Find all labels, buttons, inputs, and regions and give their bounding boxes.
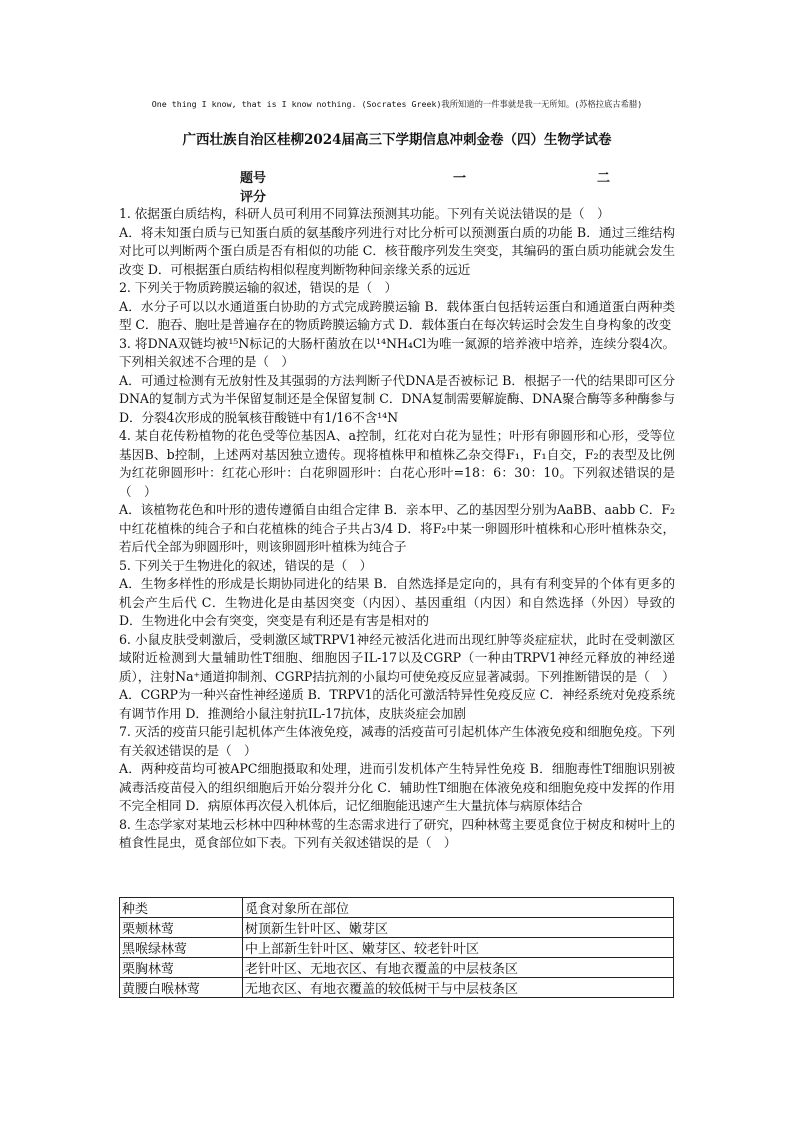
question-2-options: A．水分子可以以水通道蛋白协助的方式完成跨膜运输 B．载体蛋白包括转运蛋白和通道蛋白两种类型 C．胞吞、胞吐是普遍存在的物质跨膜运输方式 D．载体蛋白在每次转运时会发生自身构象的改变 — [119, 298, 675, 332]
score-table-row — [240, 186, 266, 205]
score-row-label: 评分 — [240, 190, 267, 205]
question-4-options: A．该植物花色和叶形的遗传遵循自由组合定律 B．亲本甲、乙的基因型分别为AaBB、aabb C．F₂中红花植株的纯合子和白花植株的纯合子共占3/4 D．将F₂中某一卵圆形叶植株和心形叶植株杂交，若后代全部为卵圆形叶，则该卵圆形叶植株为纯合子 — [119, 502, 675, 554]
table-row — [120, 938, 674, 958]
score-col-1: 一 — [453, 171, 467, 186]
table-header-location: 觅食对象所在部位 — [243, 898, 674, 918]
table-cell-location: 老针叶区、无地衣区、有地衣覆盖的中层枝条区 — [243, 958, 674, 978]
question-3-stem: 3. 将DNA双链均被¹⁵N标记的大肠杆菌放在以¹⁴NH₄Cl为唯一氮源的培养液中培养，连续分裂4次。下列相关叙述不合理的是（ ） — [119, 335, 675, 369]
page-title: 广西壮族自治区桂柳2024届高三下学期信息冲刺金卷（四）生物学试卷 — [182, 132, 612, 148]
question-6-stem: 6. 小鼠皮肤受刺激后，受刺激区域TRPV1神经元被活化进而出现红肿等炎症症状，此时在受刺激区域附近检测到大量辅助性T细胞、细胞因子IL-17以及CGRP（一种由TRPV1神经元释放的神经递质），注射Na⁺通道抑制剂、CGRP拮抗剂的小鼠均可使免疫反应显著减弱。下列推断错误的是（ ） — [119, 631, 675, 684]
question-1-stem: 1. 依据蛋白质结构，科研人员可利用不同算法预测其功能。下列有关说法错误的是（ ） — [119, 206, 610, 221]
table-row — [120, 918, 674, 938]
table-cell-location: 树顶新生针叶区、嫩芽区 — [243, 918, 674, 938]
table-cell-location: 中上部新生针叶区、嫩芽区、较老针叶区 — [243, 938, 674, 958]
question-list — [119, 205, 675, 853]
question-8-stem: 8. 生态学家对某地云杉林中四种林莺的生态需求进行了研究，四种林莺主要觅食位于树皮和树叶上的植食性昆虫，觅食部位如下表。下列有关叙述错误的是（ ） — [119, 816, 675, 850]
foraging-table — [119, 897, 674, 998]
table-row — [120, 958, 674, 978]
header-quote: One thing I know, that is I know nothing. (Socrates Greek)我所知道的一件事就是我一无所知。(苏格拉底古希腊) — [151, 99, 643, 109]
question-2-stem: 2. 下列关于物质跨膜运输的叙述，错误的是（ ） — [119, 280, 398, 295]
table-cell-species: 栗胸林莺 — [120, 958, 243, 978]
question-1-options: A．将未知蛋白质与已知蛋白质的氨基酸序列进行对比分析可以预测蛋白质的功能 B．通过三维结构对比可以判断两个蛋白质是否有相似的功能 C．核苷酸序列发生突变，其编码的蛋白质功能就会发生改变 D．可根据蛋白质结构相似程度判断物种间亲缘关系的远近 — [119, 224, 675, 277]
table-cell-species: 黑喉绿林莺 — [120, 938, 243, 958]
table-cell-location: 无地衣区、有地衣覆盖的较低树干与中层枝条区 — [243, 978, 674, 998]
question-3-options: A．可通过检测有无放射性及其强弱的方法判断子代DNA是否被标记 B．根据子一代的结果即可区分DNA的复制方式为半保留复制还是全保留复制 C．DNA复制需要解旋酶、DNA聚合酶等多种酶参与 D．分裂4次形成的脱氧核苷酸链中有1/16不含¹⁴N — [119, 372, 675, 425]
question-6-options: A．CGRP为一种兴奋性神经递质 B．TRPV1的活化可激活特异性免疫反应 C．神经系统对免疫系统有调节作用 D．推测给小鼠注射抗IL-17抗体，皮肤炎症会加剧 — [119, 687, 675, 721]
question-7-stem: 7. 灭活的疫苗只能引起机体产生体液免疫，减毒的活疫苗可引起机体产生体液免疫和细胞免疫。下列有关叙述错误的是（ ） — [119, 724, 675, 758]
table-cell-species: 黄腰白喉林莺 — [120, 978, 243, 998]
score-col-label: 题号 — [240, 171, 267, 186]
question-5-options: A．生物多样性的形成是长期协同进化的结果 B．自然选择是定向的，具有有利变异的个体有更多的机会产生后代 C．生物进化是由基因突变（内因）、基因重组（内因）和自然选择（外因）导致的 D．生物进化中会有突变，突变是有利还是有害是相对的 — [119, 576, 675, 628]
table-header-species: 种类 — [120, 898, 243, 918]
table-row — [120, 978, 674, 998]
question-7-options: A．两种疫苗均可被APC细胞摄取和处理，进而引发机体产生特异性免疫 B．细胞毒性T细胞识别被减毒活疫苗侵入的组织细胞后开始分裂并分化 C．辅助性T细胞在体液免疫和细胞免疫中发挥的作用不完全相同 D．病原体再次侵入机体后，记忆细胞能迅速产生大量抗体与病原体结合 — [119, 761, 675, 813]
question-4-stem: 4. 某自花传粉植物的花色受等位基因A、a控制，红花对白花为显性；叶形有卵圆形和心形，受等位基因B、b控制，上述两对基因独立遗传。现将植株甲和植株乙杂交得F₁，F₁自交，F₂的表型及比例为红花卵圆形叶：红花心形叶：白花卵圆形叶：白花心形叶=18：6：30：10。下列叙述错误的是（ ） — [119, 428, 675, 499]
score-col-2: 二 — [597, 171, 611, 186]
table-cell-species: 栗颊林莺 — [120, 918, 243, 938]
question-5-stem: 5. 下列关于生物进化的叙述，错误的是（ ） — [119, 557, 373, 573]
table-header-row — [120, 898, 674, 918]
